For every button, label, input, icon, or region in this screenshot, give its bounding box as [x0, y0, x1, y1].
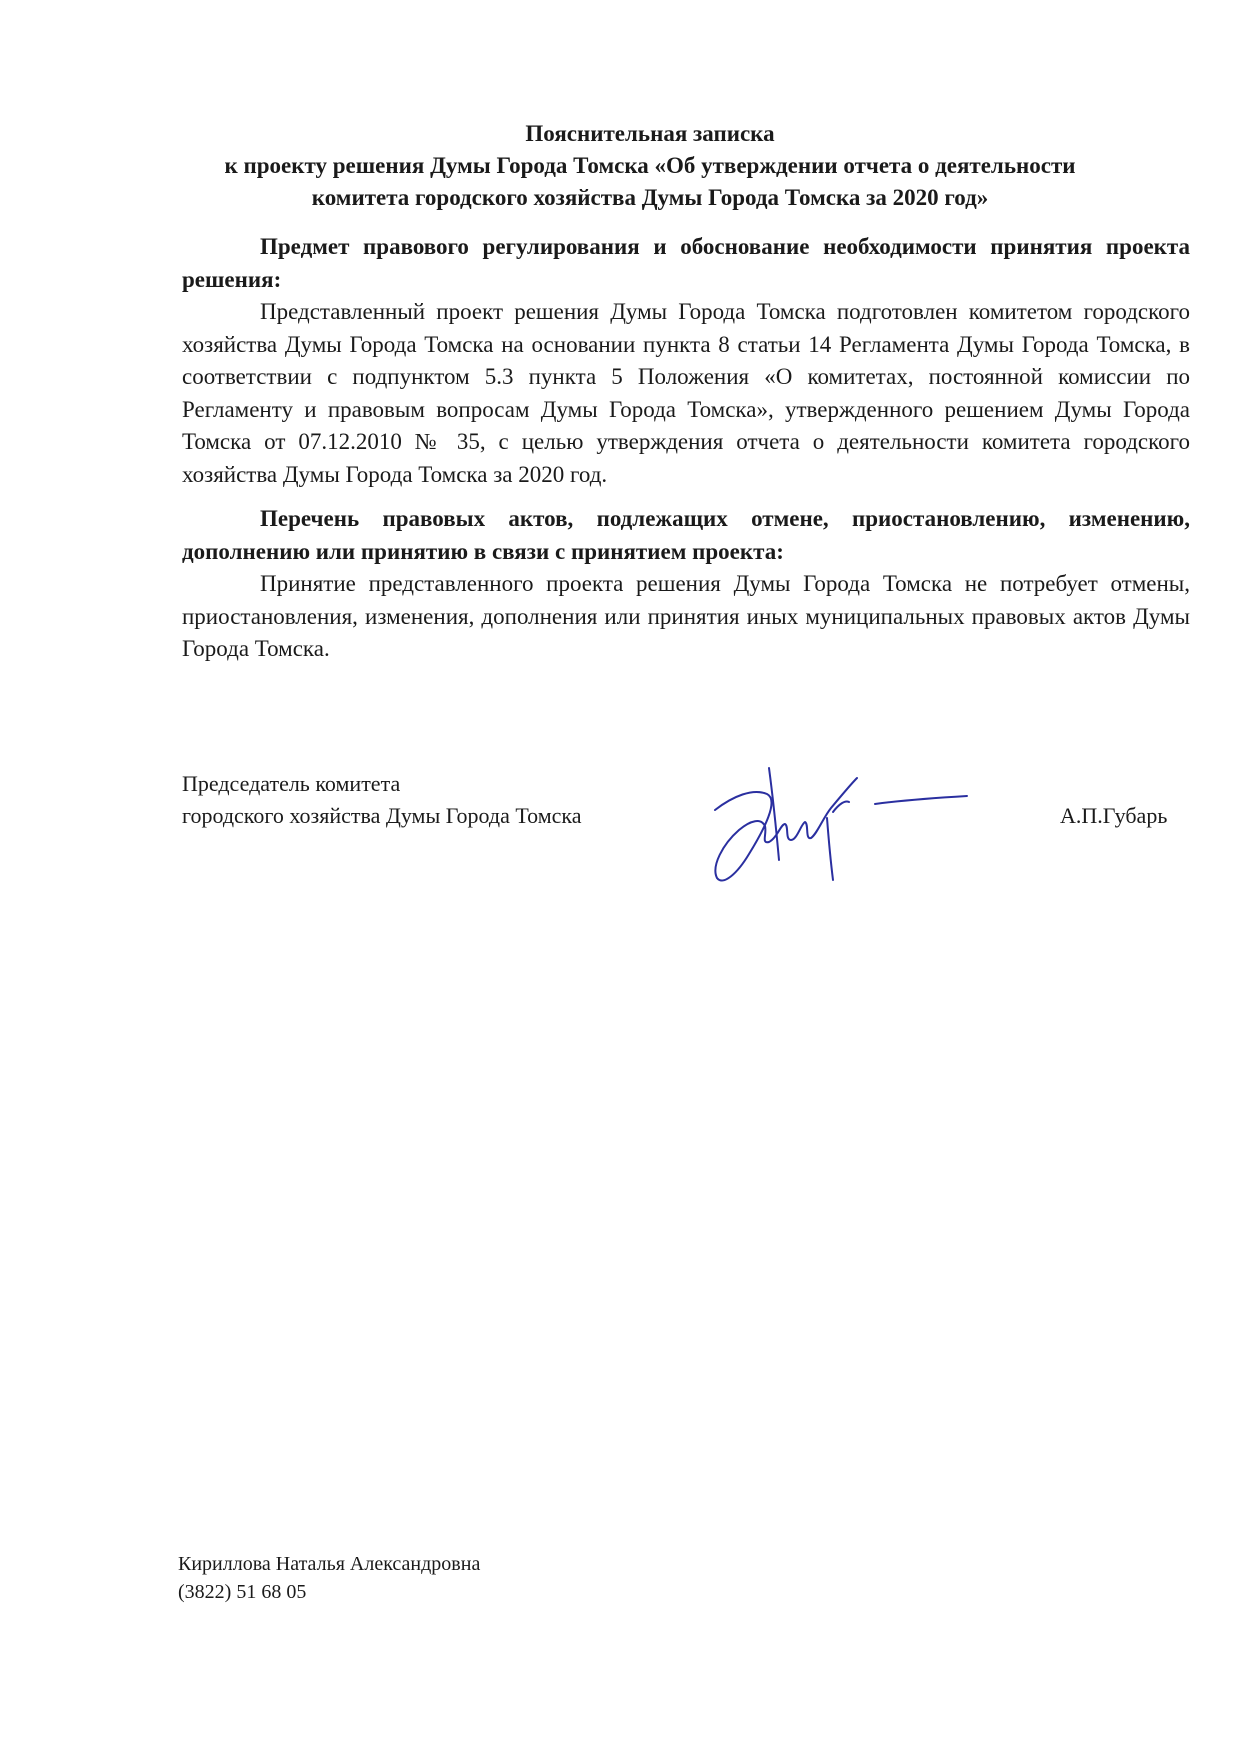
section-body: Представленный проект решения Думы Города Томска подготовлен комитетом городского хозяйства Думы Города Томска на основании пункта 8 статьи 14 Регламента Думы Города Томска, в соответствии с подпунктом 5.3 пункта 5 Положения «О комитетах, постоянной комиссии по Регламенту и правовым вопросам Думы Города Томска», утвержденного решением Думы Города Томска от 07.12.2010 № 35, с целью утверждения отчета о деятельности комитета городского хозяйства Думы Города Томска за 2020 год. [182, 299, 1190, 487]
title-line-2: к проекту решения Думы Города Томска «Об утверждении отчета о деятельности [224, 153, 1076, 178]
handwritten-signature [705, 748, 995, 898]
contact-phone: (3822) 51 68 05 [178, 1581, 307, 1603]
section-body: Принятие представленного проекта решения Думы Города Томска не потребует отмены, приостановления, изменения, дополнения или принятия иных муниципальных правовых актов Думы Города Томска. [182, 571, 1190, 661]
signer-position [182, 768, 582, 832]
contact-info [178, 1550, 480, 1606]
signer-name: А.П.Губарь [1060, 803, 1168, 828]
contact-name: Кириллова Наталья Александровна [178, 1553, 481, 1575]
section-legal-acts [182, 503, 1190, 666]
section-heading: Предмет правового регулирования и обоснование необходимости принятия проекта решения: [182, 234, 1190, 292]
signer-position-line-2: городского хозяйства Думы Города Томска [182, 803, 582, 828]
section-heading: Перечень правовых актов, подлежащих отмене, приостановлению, изменению, дополнению или принятию в связи с принятием проекта: [182, 506, 1190, 564]
section-regulation-subject [182, 231, 1190, 491]
title-line-1: Пояснительная записка [525, 121, 775, 146]
document-title [150, 118, 1150, 214]
title-line-3: комитета городского хозяйства Думы Города Томска за 2020 год» [311, 185, 989, 210]
signer-position-line-1: Председатель комитета [182, 771, 401, 796]
